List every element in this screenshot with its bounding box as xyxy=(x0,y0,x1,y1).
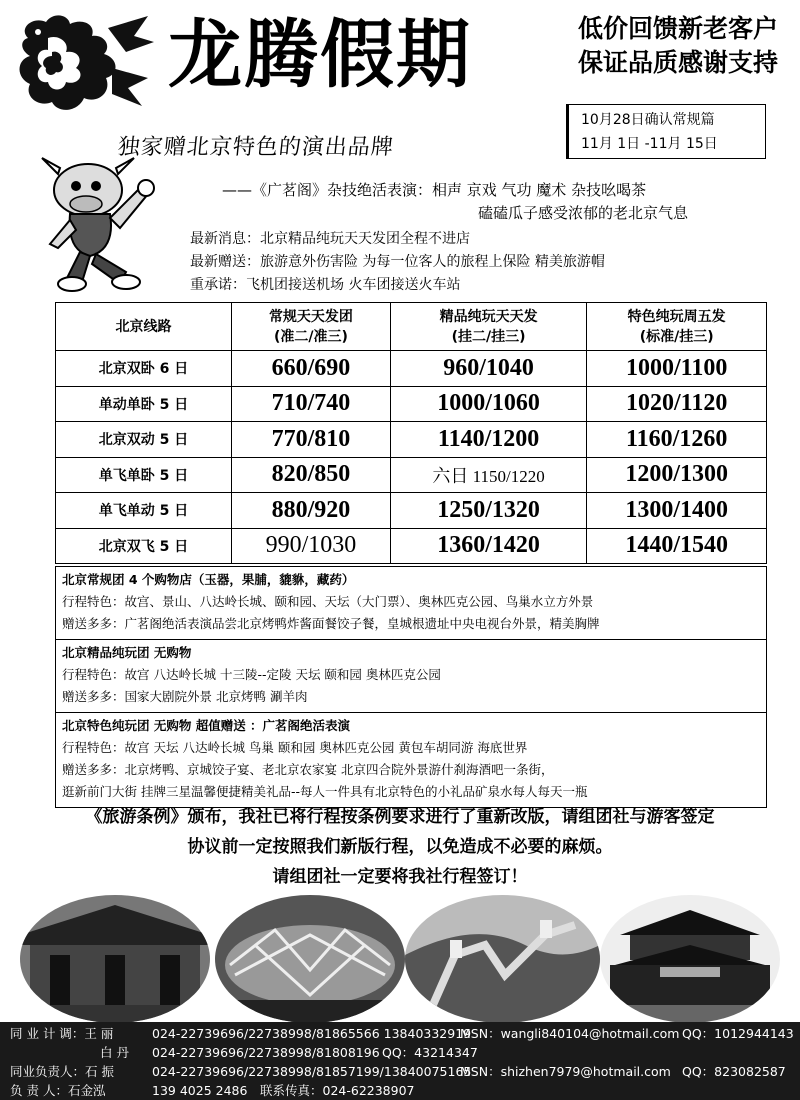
package-line: 逛新前门大街 挂牌三星温馨便捷精美礼品--每人一件具有北京特色的小礼品矿泉水每人每天一瓶 xyxy=(62,784,588,799)
route-name: 单飞单动 5 日 xyxy=(56,493,232,529)
package-details xyxy=(55,566,767,808)
price-premium: 1360/1420 xyxy=(390,528,586,564)
table-row xyxy=(56,457,767,493)
notice-line-2: 协议前一定按照我们新版行程，以免造成不必要的麻烦。 xyxy=(187,837,613,857)
slogan-line-1: 低价回馈新老客户 xyxy=(577,14,778,43)
header-route: 北京线路 xyxy=(56,303,232,351)
package-line: 行程特色：故宫 天坛 八达岭长城 鸟巢 颐和园 奥林匹克公园 黄包车胡同游 海底世界 xyxy=(62,740,528,755)
package-line: 赠送多多：北京烤鸭、京城饺子宴、老北京农家宴 北京四合院外景游什刹海酒吧一条街， xyxy=(62,762,554,777)
table-row xyxy=(56,493,767,529)
contact-phone: 024-22739696/22738998/81808196 xyxy=(152,1045,380,1060)
contact-row xyxy=(6,1024,794,1043)
price-premium: 1140/1200 xyxy=(390,422,586,458)
dragon-logo-icon xyxy=(8,8,158,120)
price-regular: 990/1030 xyxy=(232,528,391,564)
price-premium-prefix: 六日 xyxy=(432,465,469,487)
contact-label: 同业负责人：石 振 xyxy=(10,1064,114,1079)
show-line-2: 磕磕瓜子感受浓郁的老北京气息 xyxy=(478,204,689,222)
contact-qq: QQ：1012944143 xyxy=(682,1026,794,1041)
slogan xyxy=(578,12,778,80)
route-name: 北京双动 5 日 xyxy=(56,422,232,458)
price-premium: 960/1040 xyxy=(390,351,586,387)
package-line: 行程特色：故宫 八达岭长城 十三陵--定陵 天坛 颐和园 奥林匹克公园 xyxy=(62,667,441,682)
price-special: 1440/1540 xyxy=(587,528,767,564)
contact-label: 同 业 计 调：王 丽 xyxy=(10,1026,114,1041)
price-table xyxy=(55,302,767,564)
birds-nest-photo xyxy=(215,895,405,1023)
contact-qq: QQ：823082587 xyxy=(682,1064,786,1079)
table-row xyxy=(56,351,767,387)
price-regular: 710/740 xyxy=(232,386,391,422)
notice-line-1: 《旅游条例》颁布，我社已将行程按条例要求进行了重新改版，请组团社与游客签定 xyxy=(85,807,715,827)
package-special xyxy=(56,712,766,807)
price-table-header xyxy=(56,303,767,351)
regulation-notice xyxy=(0,802,800,892)
route-name: 北京双卧 6 日 xyxy=(56,351,232,387)
date-box xyxy=(566,104,766,159)
package-title: 北京特色纯玩团 无购物 超值赠送 ：广茗阁绝活表演 xyxy=(62,718,351,733)
package-regular xyxy=(56,566,766,639)
great-wall-photo xyxy=(405,895,600,1023)
price-premium xyxy=(390,457,586,493)
price-special: 1000/1100 xyxy=(587,351,767,387)
contact-row xyxy=(6,1062,794,1081)
price-special: 1020/1120 xyxy=(587,386,767,422)
price-regular: 770/810 xyxy=(232,422,391,458)
subtitle: 独家赠北京特色的演出品牌 xyxy=(116,135,396,160)
contact-row xyxy=(6,1043,794,1062)
package-title: 北京精品纯玩团 无购物 xyxy=(62,645,192,660)
price-special: 1160/1260 xyxy=(587,422,767,458)
contact-label: 负 责 人：石金泓 xyxy=(10,1083,106,1098)
ox-mascot-icon xyxy=(30,148,170,298)
notice-line-3: 请组团社一定要将我社行程签订！ xyxy=(272,867,528,887)
contact-msn: MSN：wangli840104@hotmail.com xyxy=(460,1026,680,1041)
contact-phone: 024-22739696/22738998/81857199/13840075165 xyxy=(152,1064,472,1079)
price-regular: 880/920 xyxy=(232,493,391,529)
header-regular: 常规天天发团 (准二/准三) xyxy=(232,303,391,351)
price-regular: 820/850 xyxy=(232,457,391,493)
package-line: 行程特色：故宫、景山、八达岭长城、颐和园、天坛（大门票）、奥林匹克公园、鸟巢水立方外景 xyxy=(62,594,594,609)
slogan-line-2: 保证品质感谢支持 xyxy=(577,48,778,77)
photo-strip xyxy=(0,895,800,1023)
price-special: 1300/1400 xyxy=(587,493,767,529)
gate-photo xyxy=(20,895,210,1023)
header-premium: 精品纯玩天天发 (挂二/挂三) xyxy=(390,303,586,351)
contact-label: 白 丹 xyxy=(100,1045,129,1060)
table-row xyxy=(56,528,767,564)
package-premium xyxy=(56,639,766,712)
package-line: 赠送多多：国家大剧院外景 北京烤鸭 涮羊肉 xyxy=(62,689,308,704)
contact-footer xyxy=(0,1022,800,1100)
route-name: 单动单卧 5 日 xyxy=(56,386,232,422)
table-row xyxy=(56,422,767,458)
info-promise: 重承诺：飞机团接送机场 火车团接送火车站 xyxy=(190,277,461,293)
route-name: 北京双飞 5 日 xyxy=(56,528,232,564)
package-title: 北京常规团 4 个购物店（玉器，果脯，貔貅，藏药） xyxy=(62,572,355,587)
info-gift: 最新赠送：旅游意外伤害险 为每一位客人的旅程上保险 精美旅游帽 xyxy=(190,254,605,270)
date-line-2: 11月 1日 -11月 15日 xyxy=(581,136,718,152)
package-line: 赠送多多：广茗阁绝活表演品尝北京烤鸭炸酱面餐饺子餐，皇城根遗址中央电视台外景，精美胸牌 xyxy=(62,616,600,631)
contact-phone: 139 4025 2486 xyxy=(152,1083,248,1098)
price-special: 1200/1300 xyxy=(587,457,767,493)
table-row xyxy=(56,386,767,422)
price-premium: 1250/1320 xyxy=(390,493,586,529)
info-news: 最新消息：北京精品纯玩天天发团全程不进店 xyxy=(190,231,470,247)
price-premium: 1000/1060 xyxy=(390,386,586,422)
price-regular: 660/690 xyxy=(232,351,391,387)
date-line-1: 10月28日确认常规篇 xyxy=(581,112,715,128)
contact-row xyxy=(6,1081,794,1100)
contact-fax: 联系传真：024-62238907 xyxy=(260,1083,415,1098)
contact-qq: QQ：43214347 xyxy=(382,1045,478,1060)
show-line-1: ——《广茗阁》杂技绝活表演：相声 京戏 气功 魔术 杂技吆喝茶 xyxy=(222,181,647,199)
tiananmen-photo xyxy=(600,895,780,1023)
page-title: 龙腾假期 xyxy=(168,12,472,98)
contact-msn: MSN：shizhen7979@hotmail.com xyxy=(460,1064,671,1079)
price-premium-value: 1150/1220 xyxy=(472,466,545,486)
contact-phone: 024-22739696/22738998/81865566 13840332919 xyxy=(152,1026,472,1041)
header-special: 特色纯玩周五发 (标准/挂三) xyxy=(587,303,767,351)
route-name: 单飞单卧 5 日 xyxy=(56,457,232,493)
